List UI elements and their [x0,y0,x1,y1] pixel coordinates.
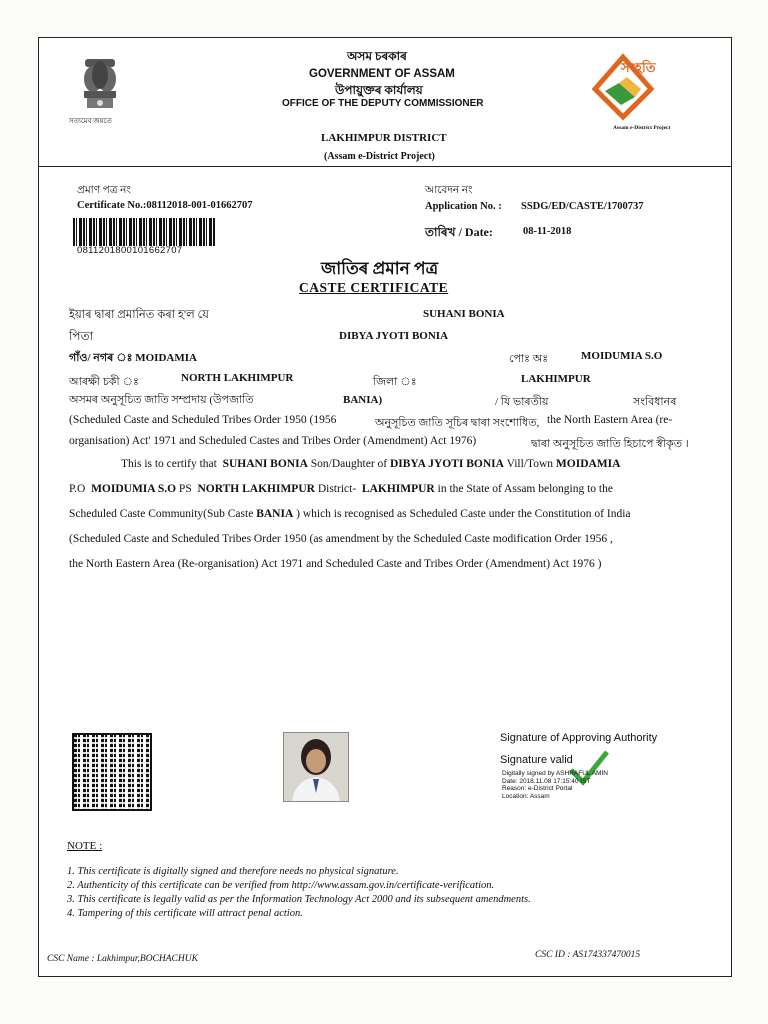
office-assamese: উপায়ুক্তৰ কাৰ্যালয় [335,83,423,97]
para-line-5: the North Eastern Area (Re-organisation) Act 1971 and Scheduled Caste and Tribes Order (Amendment) Act 1976 ) [69,558,602,570]
signature-details [502,770,608,800]
father-name: DIBYA JYOTI BONIA [339,330,449,342]
order-line-2a: organisation) Act' 1971 and Scheduled Castes and Tribes Order (Amendment) Act 1976) [69,435,477,447]
title-english: CASTE CERTIFICATE [299,280,449,295]
ps-label: আৰক্ষী চকী ঃ [69,376,139,388]
po-value: MOIDUMIA S.O [581,350,663,362]
signature-heading: Signature of Approving Authority [500,732,658,744]
date-value: 08-11-2018 [523,226,572,237]
certification-paragraph [69,452,709,577]
order-line-1c: the North Eastern Area (re- [547,414,673,426]
dist-label: জিলা ঃ [373,376,417,388]
para-line-2: P.O MOIDUMIA S.O PS NORTH LAKHIMPUR District- LAKHIMPUR in the State of Assam belonging to the [69,483,613,495]
note-item-4: 4. Tampering of this certificate will attract penal action. [67,908,303,919]
village-line [69,349,197,368]
app-label-assamese: আবেদন নং [425,185,473,196]
para-line-4: (Scheduled Caste and Scheduled Tribes Order 1950 (as amendment by the Scheduled Caste modification Order 1956 , [69,533,613,545]
po-label: পোঃ অঃ [509,353,549,365]
person-photo-icon [284,733,348,801]
para-line-3: Scheduled Caste Community(Sub Caste BANIA ) which is recognised as Scheduled Caste under the Constitution of India [69,508,631,520]
holder-photo [283,732,349,802]
cert-number-line [77,200,253,211]
notes-heading: NOTE : [67,840,103,852]
father-label: পিতা [69,329,94,343]
date-line [425,224,493,244]
govt-title: GOVERNMENT OF ASSAM [309,68,455,80]
district-title: LAKHIMPUR DISTRICT [321,132,447,144]
signature-valid: Signature valid [500,754,573,766]
header-divider [39,166,731,167]
ps-value: NORTH LAKHIMPUR [181,372,294,384]
csc-id: CSC ID : AS174337470015 [535,950,641,960]
note-item-1: 1. This certificate is digitally signed and therefore needs no physical signature. [67,866,399,877]
holder-name: SUHANI BONIA [423,308,505,320]
certificate-page [38,37,732,977]
subcaste-value: BANIA) [343,394,383,406]
office-title: OFFICE OF THE DEPUTY COMMISSIONER [282,98,484,109]
subcaste-line-label: অসমৰ অনুসূচিত জাতি সম্প্ৰদায় (উপজাতি [69,394,254,406]
dist-value: LAKHIMPUR [521,373,591,385]
order-line-2b: দ্বাৰা অনুসূচিত জাতি হিচাপে স্বীকৃত । [531,438,689,450]
notes-list [67,866,687,919]
village-label: গাঁও/ নগৰ ঃ [69,352,133,364]
note-item-3: 3. This certificate is legally valid as per the Information Technology Act 2000 and its subsequent amendments. [67,894,531,905]
emblem-motto: সত্যমেব জয়তে [69,117,112,125]
cert-label-assamese: প্রমাণ পত্র নং [77,185,131,196]
govt-assamese: অসম চৰকাৰ [347,49,407,63]
village-value: MOIDAMIA [135,352,197,364]
state-emblem [71,53,129,133]
date-label: / Date: [458,225,493,239]
order-line-1b: অনুসূচিত জাতি সূচিৰ দ্বাৰা সংশোধিত, [375,417,540,429]
barcode-number: 081120180010166270​7 [77,245,183,256]
project-title: (Assam e-District Project) [324,151,435,162]
note-item-2: 2. Authenticity of this certificate can be verified from http://www.assam.gov.in/certificate-verification. [67,880,495,891]
order-line-1a: (Scheduled Caste and Scheduled Tribes Order 1950 (1956 [69,414,337,426]
barcode [73,218,215,246]
para-line-1: This is to certify that SUHANI BONIA Son/Daughter of DIBYA JYOTI BONIA Vill/Town MOIDAMIA [121,458,621,470]
date-label-assamese: তাৰিখ [425,225,456,239]
constitution-label: সংবিধানৰ [633,396,677,408]
logo-caption: Assam e-District Project [613,125,671,131]
sanhati-logo [589,53,681,133]
signature-line-2: Date: 2018.11.08 17:15:40 IST [502,777,591,785]
signature-line-1: Digitally signed by ASHRAFUL AMIN [502,770,608,777]
certified-label: ইয়াৰ দ্বাৰা প্ৰমানিত কৰা হ'ল যে [69,309,209,321]
logo-text: সংহতি [621,60,656,75]
signature-line-3: Reason: e-District Portal [502,785,573,792]
cert-number: 08112018-001-01662707 [146,200,253,211]
app-number: SSDG/ED/CASTE/1700737 [521,201,644,212]
cert-label: Certificate No.: [77,200,147,211]
indian-label: / যি ভাৰতীয় [495,396,549,408]
signature-line-4: Location: Assam [502,792,550,800]
qr-code [72,733,152,811]
title-assamese: জাতিৰ প্ৰমান পত্ৰ [321,259,439,278]
csc-name: CSC Name : Lakhimpur,BOCHACHUK [47,954,198,964]
app-label: Application No. : [425,201,502,212]
